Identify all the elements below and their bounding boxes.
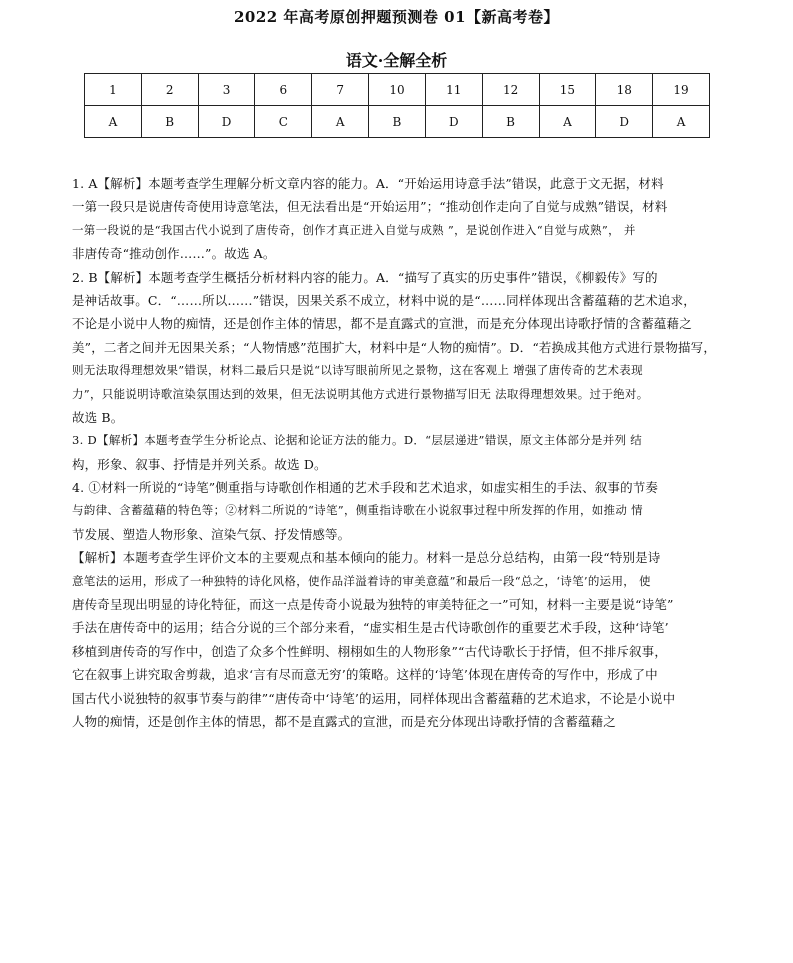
explanation-line: 2. B【解析】本题考查学生概括分析材料内容的能力。A．“描写了真实的历史事件”错误，《柳毅传》写的 [72, 269, 658, 285]
explanation-line: 人物的痴情，还是创作主体的情思，都不是直露式的宣泄，而是充分体现出诗歌抒情的含蓄蕴藉之 [72, 713, 616, 729]
explanation-line: 是神话故事。C．“……所以……”错误，因果关系不成立，材料中说的是“……同样体现出含蓄蕴藉的艺术追求， [72, 292, 696, 308]
explanation-line: 一第一段说的是“我国古代小说到了唐传奇，创作才真正进入自觉与成熟 ”，是说创作进入“自觉与成熟”， 并 [72, 222, 636, 237]
explanation-line: 1. A【解析】本题考查学生理解分析文章内容的能力。A．“开始运用诗意手法”错误，此意于文无据，材料 [72, 176, 664, 191]
question-number-cell: 19 [653, 74, 710, 106]
explanation-line: 国古代小说独特的叙事节奏与韵律”“唐传奇中‘诗笔’的运用，同样体现出含蓄蕴藉的艺术追求，不论是小说中 [72, 690, 676, 706]
answer-cell: D [425, 106, 482, 138]
question-number-cell: 2 [141, 74, 198, 106]
question-number-cell: 6 [255, 74, 312, 106]
answer-table-answer-row [85, 106, 710, 138]
answer-cell: D [198, 106, 255, 138]
question-number-cell: 1 [85, 74, 142, 106]
explanation-line: 移植到唐传奇的写作中，创造了众多个性鲜明、栩栩如生的人物形象”“古代诗歌长于抒情，但不排斥叙事， [72, 643, 667, 659]
document-title: 2022 年高考原创押题预测卷 01【新高考卷】 [233, 8, 560, 26]
question-number-cell: 3 [198, 74, 255, 106]
answer-cell: A [312, 106, 369, 138]
question-number-cell: 11 [425, 74, 482, 106]
explanation-line: 一第一段只是说唐传奇使用诗意笔法，但无法看出是“开始运用”；“推动创作走向了自觉与成熟”错误，材料 [72, 199, 668, 215]
explanation-line: 【解析】本题考查学生评价文本的主要观点和基本倾向的能力。材料一是总分总结构，由第一段“特别是诗 [72, 550, 661, 566]
explanation-line: 它在叙事上讲究取舍剪裁，追求‘言有尽而意无穷’的策略。这样的‘诗笔’体现在唐传奇的写作中，形成了中 [72, 667, 658, 683]
explanation-line: 非唐传奇“推动创作……”。故选 A。 [72, 246, 276, 262]
question-number-cell: 7 [312, 74, 369, 106]
explanation-line: 美”，二者之间并无因果关系；“人物情感”范围扩大，材料中是“人物的痴情”。D．“若换成其他方式进行景物描写， [72, 339, 716, 355]
explanation-q2 [72, 266, 737, 430]
explanation-line: 意笔法的运用，形成了一种独特的诗化风格，使作品洋溢着诗的审美意蕴”和最后一段“总之，‘诗笔’的运用， 使 [72, 573, 651, 588]
question-number-cell: 18 [596, 74, 653, 106]
explanation-q4 [72, 476, 737, 733]
explanation-line: 构，形象、叙事、抒情是并列关系。故选 D。 [72, 456, 327, 472]
explanation-q3 [72, 429, 737, 476]
answer-cell: B [141, 106, 198, 138]
explanation-line: 与韵律、含蓄蕴藉的特色等；②材料二所说的“诗笔”，侧重指诗歌在小说叙事过程中所发挥的作用，如推动 情 [72, 503, 643, 518]
explanation-line: 力”，只能说明诗歌渲染氛围达到的效果，但无法说明其他方式进行景物描写旧无 法取得理想效果。过于绝对。 [72, 386, 649, 401]
answer-cell: D [596, 106, 653, 138]
answer-cell: A [539, 106, 596, 138]
answer-cell: A [653, 106, 710, 138]
explanation-line: 3. D【解析】本题考查学生分析论点、论据和论证方法的能力。D．“层层递进”错误，原文主体部分是并列 结 [72, 433, 643, 448]
explanation-q1 [72, 172, 737, 266]
explanation-line: 节发展、塑造人物形象、渲染气氛、抒发情感等。 [72, 526, 351, 542]
explanation-line: 故选 B。 [72, 409, 124, 425]
explanation-line: 4. ①材料一所说的“诗笔”侧重指与诗歌创作相通的艺术手段和艺术追求，如虚实相生的手法、叙事的节奏 [72, 480, 659, 496]
explanations-section [72, 172, 737, 733]
answer-cell: B [369, 106, 426, 138]
question-number-cell: 15 [539, 74, 596, 106]
answer-table [84, 73, 710, 138]
question-number-cell: 10 [369, 74, 426, 106]
explanation-line: 则无法取得理想效果”错误，材料二最后只是说“以诗写眼前所见之景物，这在客观上 增强了唐传奇的艺术表现 [72, 363, 643, 378]
answer-cell: B [482, 106, 539, 138]
explanation-line: 唐传奇呈现出明显的诗化特征，而这一点是传奇小说最为独特的审美特征之一”可知，材料一主要是说“诗笔” [72, 597, 674, 613]
explanation-line: 手法在唐传奇中的运用；结合分说的三个部分来看，“虚实相生是古代诗歌创作的重要艺术手段，这种‘诗笔’ [72, 620, 669, 636]
answer-cell: A [85, 106, 142, 138]
question-number-cell: 12 [482, 74, 539, 106]
answer-table-number-row [85, 74, 710, 106]
document-subtitle: 语文·全解全析 [345, 51, 448, 70]
answer-cell: C [255, 106, 312, 138]
explanation-line: 不论是小说中人物的痴情，还是创作主体的情思，都不是直露式的宣泄，而是充分体现出诗歌抒情的含蓄蕴藉之 [72, 316, 692, 332]
